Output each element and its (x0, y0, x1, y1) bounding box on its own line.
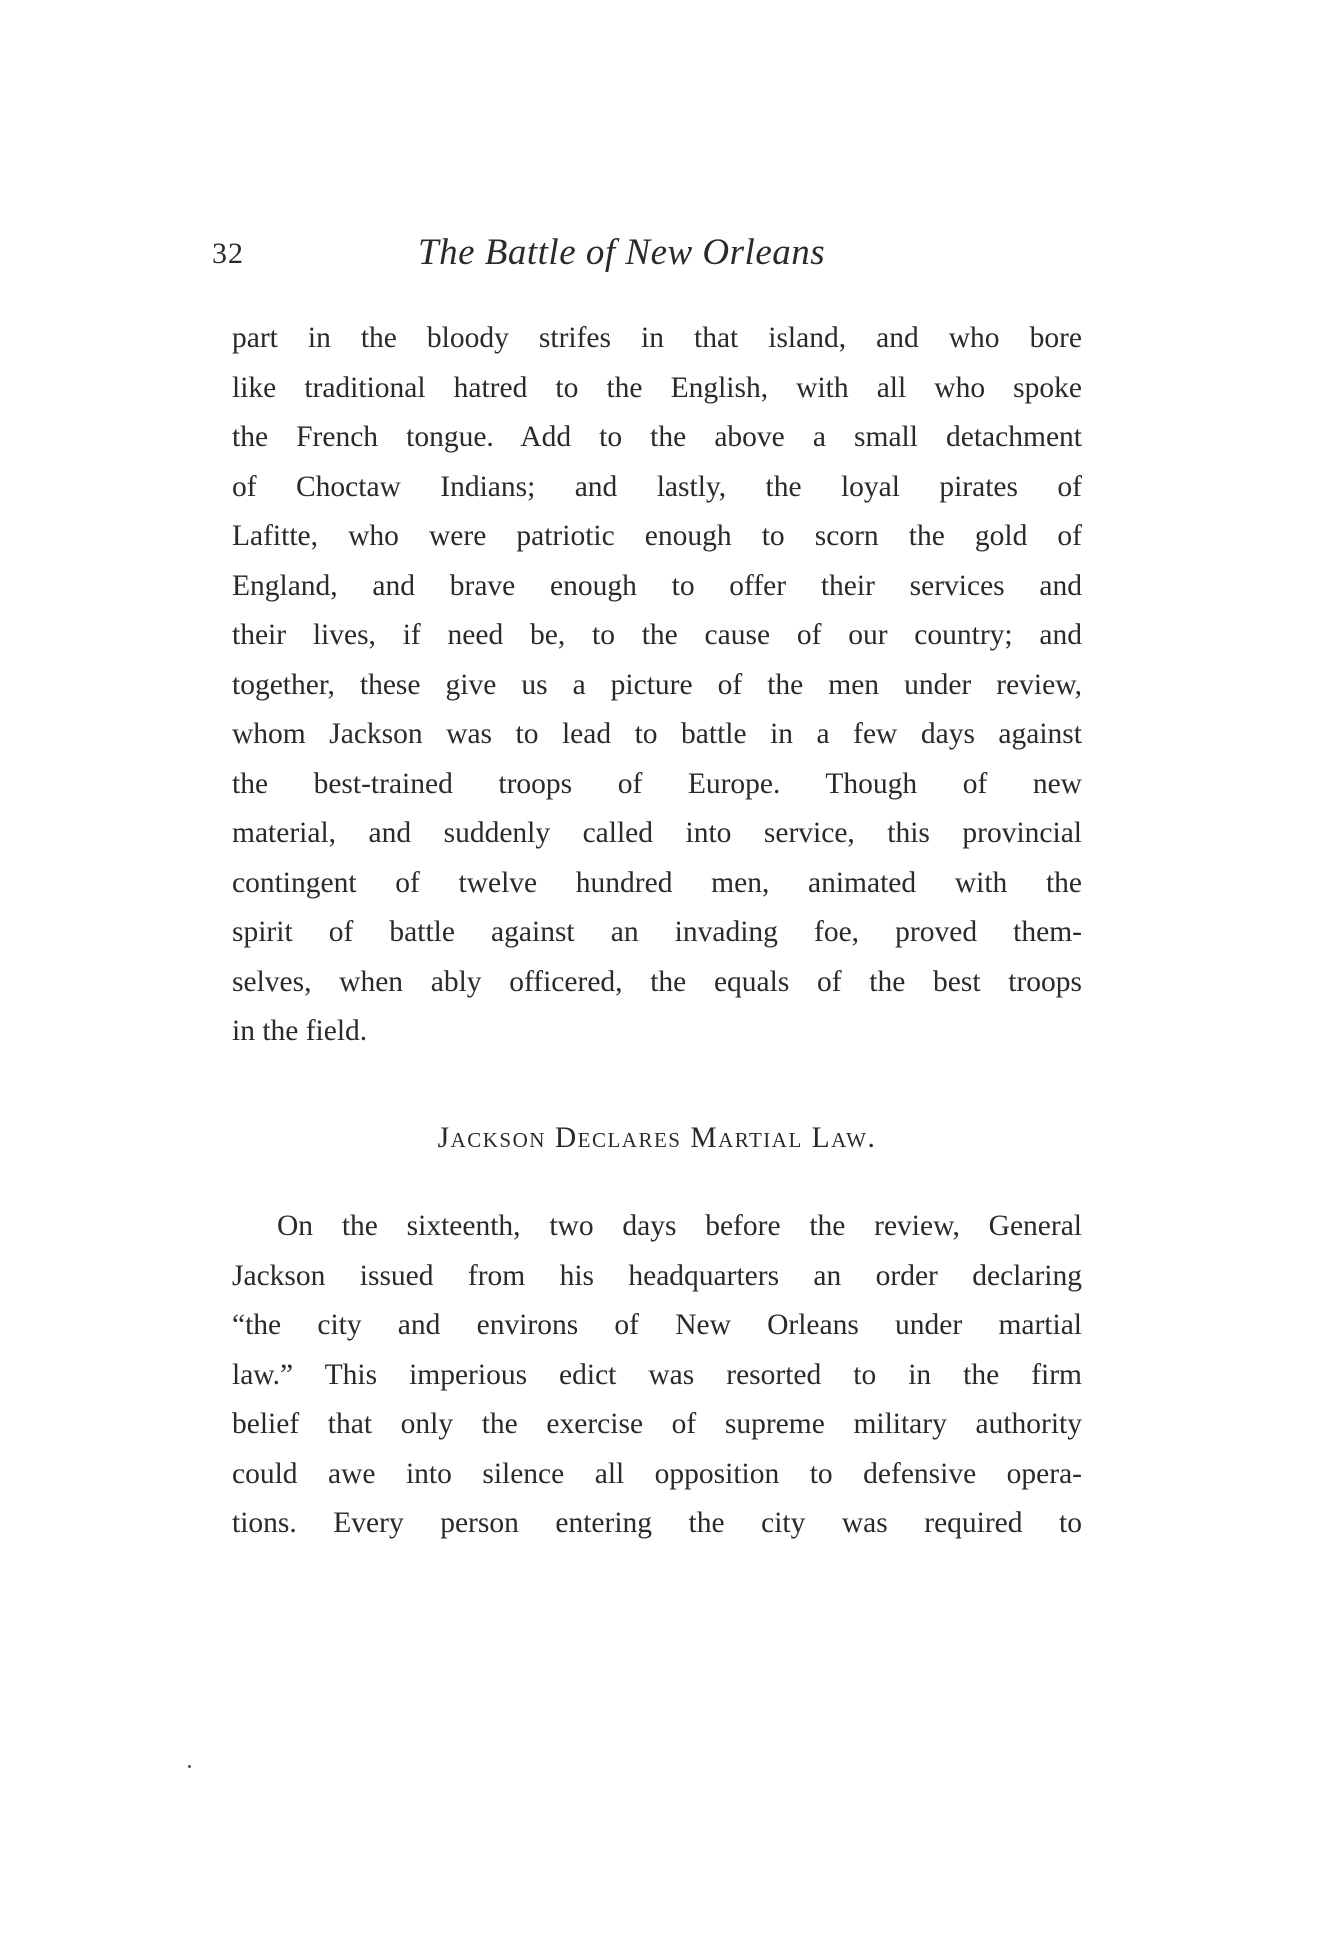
text-line: in the field. (232, 1015, 368, 1047)
text-line: contingent of twelve hundred men, animated with the (232, 866, 1082, 899)
text-line: like traditional hatred to the English, with all who spoke (232, 371, 1082, 404)
text-line: England, and brave enough to offer their services and (232, 569, 1082, 602)
text-line: the French tongue. Add to the above a small detachment (232, 421, 1082, 453)
text-line: together, these give us a picture of the men under review, (232, 668, 1082, 701)
text-line: spirit of battle against an invading foe, proved them- (232, 916, 1082, 948)
page-number: 32 (212, 237, 244, 270)
text-line: selves, when ably officered, the equals of the best troops (232, 965, 1082, 998)
text-line: material, and suddenly called into service, this provincial (232, 817, 1082, 849)
text-line: the best-trained troops of Europe. Though of new (232, 767, 1082, 800)
text-line: tions. Every person entering the city was required to (232, 1507, 1082, 1539)
text-line: whom Jackson was to lead to battle in a few days against (232, 718, 1082, 750)
section-heading: Jackson Declares Martial Law. (437, 1122, 877, 1154)
text-line: could awe into silence all opposition to defensive opera- (232, 1457, 1082, 1490)
text-line: Jackson issued from his headquarters an order declaring (232, 1259, 1082, 1292)
text-line: law.” This imperious edict was resorted to in the firm (232, 1358, 1082, 1391)
text-line: part in the bloody strifes in that island, and who bore (232, 322, 1082, 354)
text-line: “the city and environs of New Orleans under martial (232, 1309, 1082, 1341)
text-line: Lafitte, who were patriotic enough to scorn the gold of (232, 520, 1082, 552)
print-speck (188, 1765, 191, 1768)
running-title: The Battle of New Orleans (418, 232, 826, 273)
text-line: their lives, if need be, to the cause of our country; and (232, 619, 1082, 651)
text-line: belief that only the exercise of supreme military authority (232, 1408, 1082, 1440)
paragraph-2 (232, 1202, 1082, 1549)
text-line: On the sixteenth, two days before the review, General (277, 1210, 1082, 1242)
text-line: of Choctaw Indians; and lastly, the loyal pirates of (232, 470, 1082, 503)
paragraph-1 (232, 314, 1082, 1057)
